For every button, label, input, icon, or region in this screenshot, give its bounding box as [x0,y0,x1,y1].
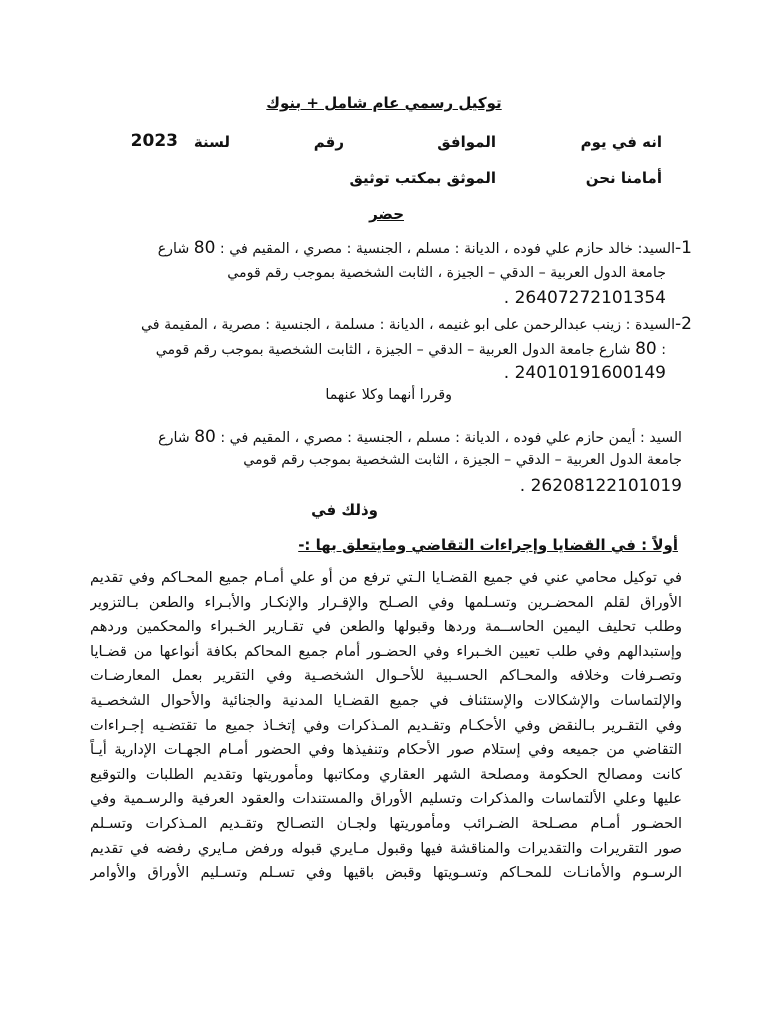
person2-id: 24010191600149 . [503,363,666,383]
year-value: 2023 [130,131,178,151]
person1-line1 [158,238,692,258]
notary-label: الموثق بمكتب توثيق [349,169,496,187]
person1-id: 26407272101354 . [503,288,666,308]
section1-heading: أولاً : في القضايا وإجراءات التقاضي ومايتعلق بها :- [298,536,678,554]
agent-line1 [158,427,682,447]
body-line: وإستبدالهم وفي طلب تعيين الخـبراء وفي الحضـور أمام جميع المحاكم بكافة أنواعها من قضـايا [90,642,682,660]
body-line: التقاضي من جميعه وفي إستلام صور الأحكام وتنفيذها وفي الحضور أمـام الجهـات الإدارية أيـاً [90,741,682,759]
year-label: لسنة [193,133,230,151]
body-line: الأوراق لقلم المحضـرين وتسـلمها وفي الصـلح والإقـرار والإنكـار والأبـراء والطعن بـالتزوير [90,593,682,611]
corresponding-label: الموافق [437,133,496,151]
number-label: رقم [313,133,344,151]
person1-line2: جامعة الدول العربية – الدقي – الجيزة ، الثابت الشخصية بموجب رقم قومي [227,265,666,281]
attended-heading: حضر [369,205,404,223]
body-line: وطلب تحليف اليمين الحاســمة وردها وقبولها والطعن في تقـارير الخـبراء والمحكمين وردهم [90,618,682,636]
body-line: كانت ومصالح الحكومة ومصلحة الشهر العقاري ومكاتبها ومأموريتها وتقديم الطلبات والتوقيع [90,765,682,783]
agent-street-number: 80 [194,427,216,447]
person2-line2 [156,339,666,359]
person2-number: 2- [675,314,692,334]
agent-street-label: شارع [158,430,190,446]
agent-id: 26208122101019 . [519,476,682,496]
person1-text: السيد: خالد حازم علي فوده ، الديانة : مسلم ، الجنسية : مصري ، المقيم في : [219,241,676,257]
body-line: وتصـرفات وخلافه والمحـاكم الحسـبية للأحـوال الشخصـية وفي التقرير بعمل المعارضـات [90,667,682,685]
declared-line: وقررا أنهما وكلا عنهما [325,387,452,403]
section1-body [90,566,682,886]
day-label: انه في يوم [580,133,662,151]
body-line: وفي التقـرير بـالنقض وفي الأحكـام وتقـديم المـذكرات وفي إتخـاذ جميع ما تقتضـيه إجـراءات [90,716,682,734]
person2-line1 [141,314,692,334]
body-line: الرسـوم والأمانـات للمحـاكم وتسـويتها وقبض باقيها وفي تسـلم وتسـليم الأوراق والأوامر [90,864,682,882]
body-line: عليها وعلي الألتماسات والمذكرات وتسليم الأوراق والمستندات والعقود العرفية والرسـمية وفي [90,790,682,808]
person1-street-label: شارع [157,241,190,257]
agent-text: السيد : أيمن حازم علي فوده ، الديانة : مسلم ، الجنسية : مصري ، المقيم في : [220,430,682,446]
body-line: في توكيل محامي عني في جميع القضـايا الـتي ترفع من أو علي أمـام جميع المحـاكم وفي تقديم [90,569,682,586]
person2-address: شارع جامعة الدول العربية – الدقي – الجيزة ، الثابت الشخصية بموجب رقم قومي [155,342,631,358]
person1-street-number: 80 [193,238,216,258]
body-line: الحضـور أمـام مصـلحة الضـرائب ومأموريتها ولجـان التصـالح وتقـديم المـذكرات وتسـلم [90,814,682,832]
person1-number: 1- [675,238,692,258]
body-line: صور التقريرات والتقديرات والمناقشة فيها وقبول مـايري قبوله ورفض مـايري رفضه في تقديم [90,839,682,857]
person2-street-number: 80 [635,339,657,359]
person2-text: السيدة : زينب عبدالرحمن على ابو غنيمه ، الديانة : مسلمة ، الجنسية : مصرية ، المقيمة في [140,317,676,333]
before-us-label: أمامنا نحن [585,169,662,187]
person2-colon: : [661,342,666,358]
document-title: توكيل رسمي عام شامل + بنوك [266,94,502,112]
agent-line2: جامعة الدول العربية – الدقي – الجيزة ، الثابت الشخصية بموجب رقم قومي [243,452,682,468]
body-line: والإلتماسات والإشكالات والإستئناف في جميع القضـايا المدنية والجنائية والأحوال الشخصـية [90,691,682,709]
and-that-heading: وذلك في [311,501,378,519]
